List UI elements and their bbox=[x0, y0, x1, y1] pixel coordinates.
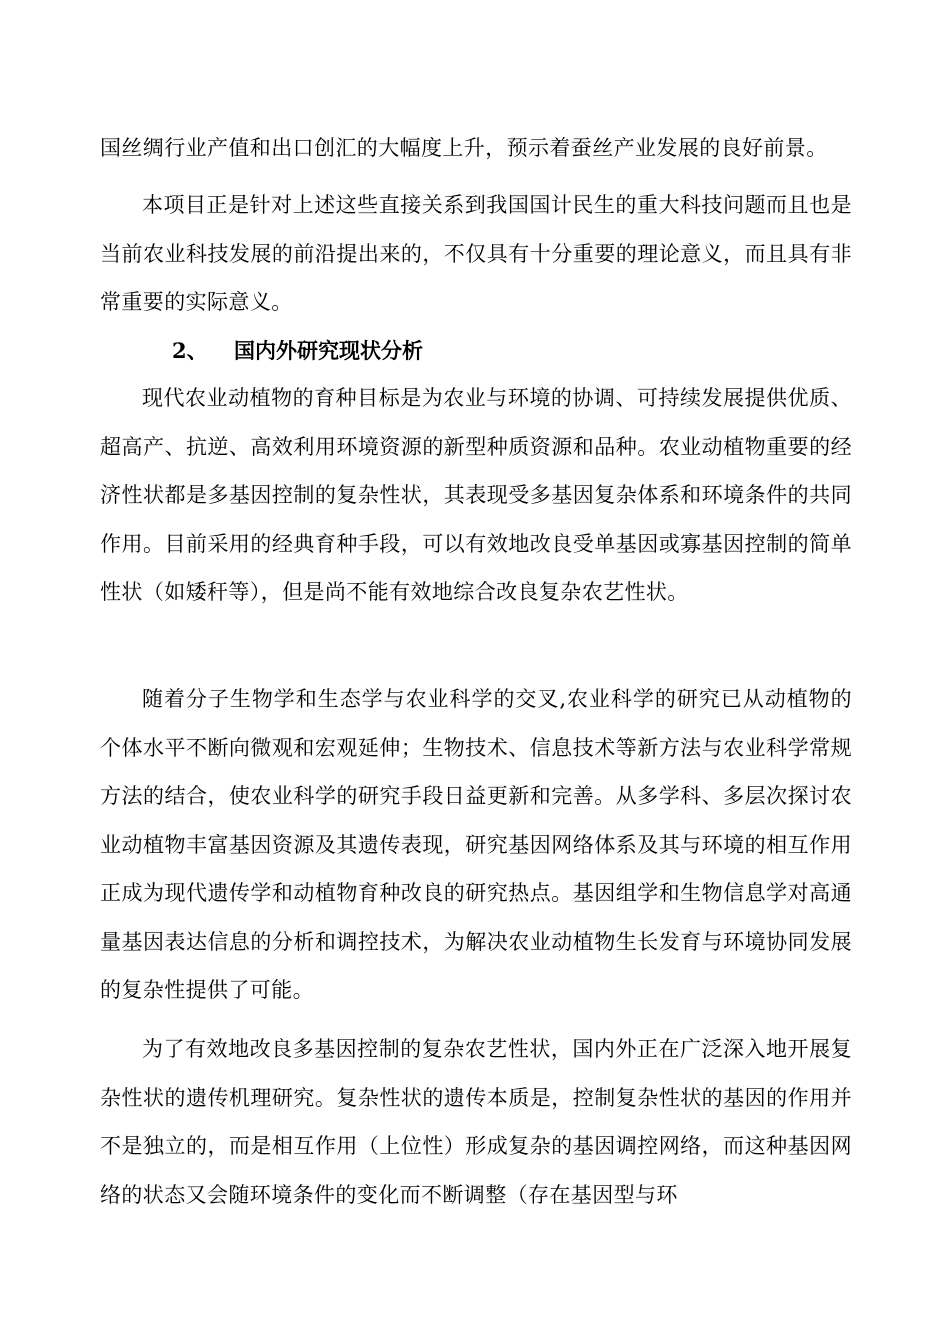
section-title: 国内外研究现状分析 bbox=[234, 338, 423, 363]
section-number: 2、 bbox=[172, 338, 208, 363]
paragraph-project-significance bbox=[100, 181, 852, 327]
paragraph-text: 现代农业动植物的育种目标是为农业与环境的协调、可持续发展提供优质、超高产、抗逆、高效利用环境资源的新型种质资源和品种。农业动植物重要的经济性状都是多基因控制的复杂性状，其表现受多基因复杂体系和环境条件的共同作用。目前采用的经典育种手段，可以有效地改良受单基因或寡基因控制的简单性状（如矮秆等），但是尚不能有效地综合改良复杂农艺性状。 bbox=[100, 386, 852, 604]
paragraph-text: 随着分子生物学和生态学与农业科学的交叉,农业科学的研究已从动植物的个体水平不断向微观和宏观延伸；生物技术、信息技术等新方法与农业科学常规方法的结合，使农业科学的研究手段日益更新和完善。从多学科、多层次探讨农业动植物丰富基因资源及其遗传表现，研究基因网络体系及其与环境的相互作用正成为现代遗传学和动植物育种改良的研究热点。基因组学和生物信息学对高通量基因表达信息的分析和调控技术，为解决农业动植物生长发育与环境协同发展的复杂性提供了可能。 bbox=[100, 687, 852, 1002]
paragraph-text: 国丝绸行业产值和出口创汇的大幅度上升，预示着蚕丝产业发展的良好前景。 bbox=[100, 136, 828, 160]
paragraph-breeding-goals bbox=[100, 374, 852, 617]
section-heading bbox=[172, 327, 423, 375]
paragraph-text: 为了有效地改良多基因控制的复杂农艺性状，国内外正在广泛深入地开展复杂性状的遗传机理研究。复杂性状的遗传本质是，控制复杂性状的基因的作用并不是独立的，而是相互作用（上位性）形成复杂的基因调控网络，而这种基因网络的状态又会随环境条件的变化而不断调整（存在基因型与环 bbox=[100, 1037, 852, 1207]
paragraph-text: 本项目正是针对上述这些直接关系到我国国计民生的重大科技问题而且也是当前农业科技发展的前沿提出来的，不仅具有十分重要的理论意义，而且具有非常重要的实际意义。 bbox=[100, 193, 852, 314]
paragraph-continuation bbox=[100, 124, 852, 173]
paragraph-molecular-biology bbox=[100, 675, 852, 1015]
paragraph-complex-traits bbox=[100, 1025, 852, 1219]
